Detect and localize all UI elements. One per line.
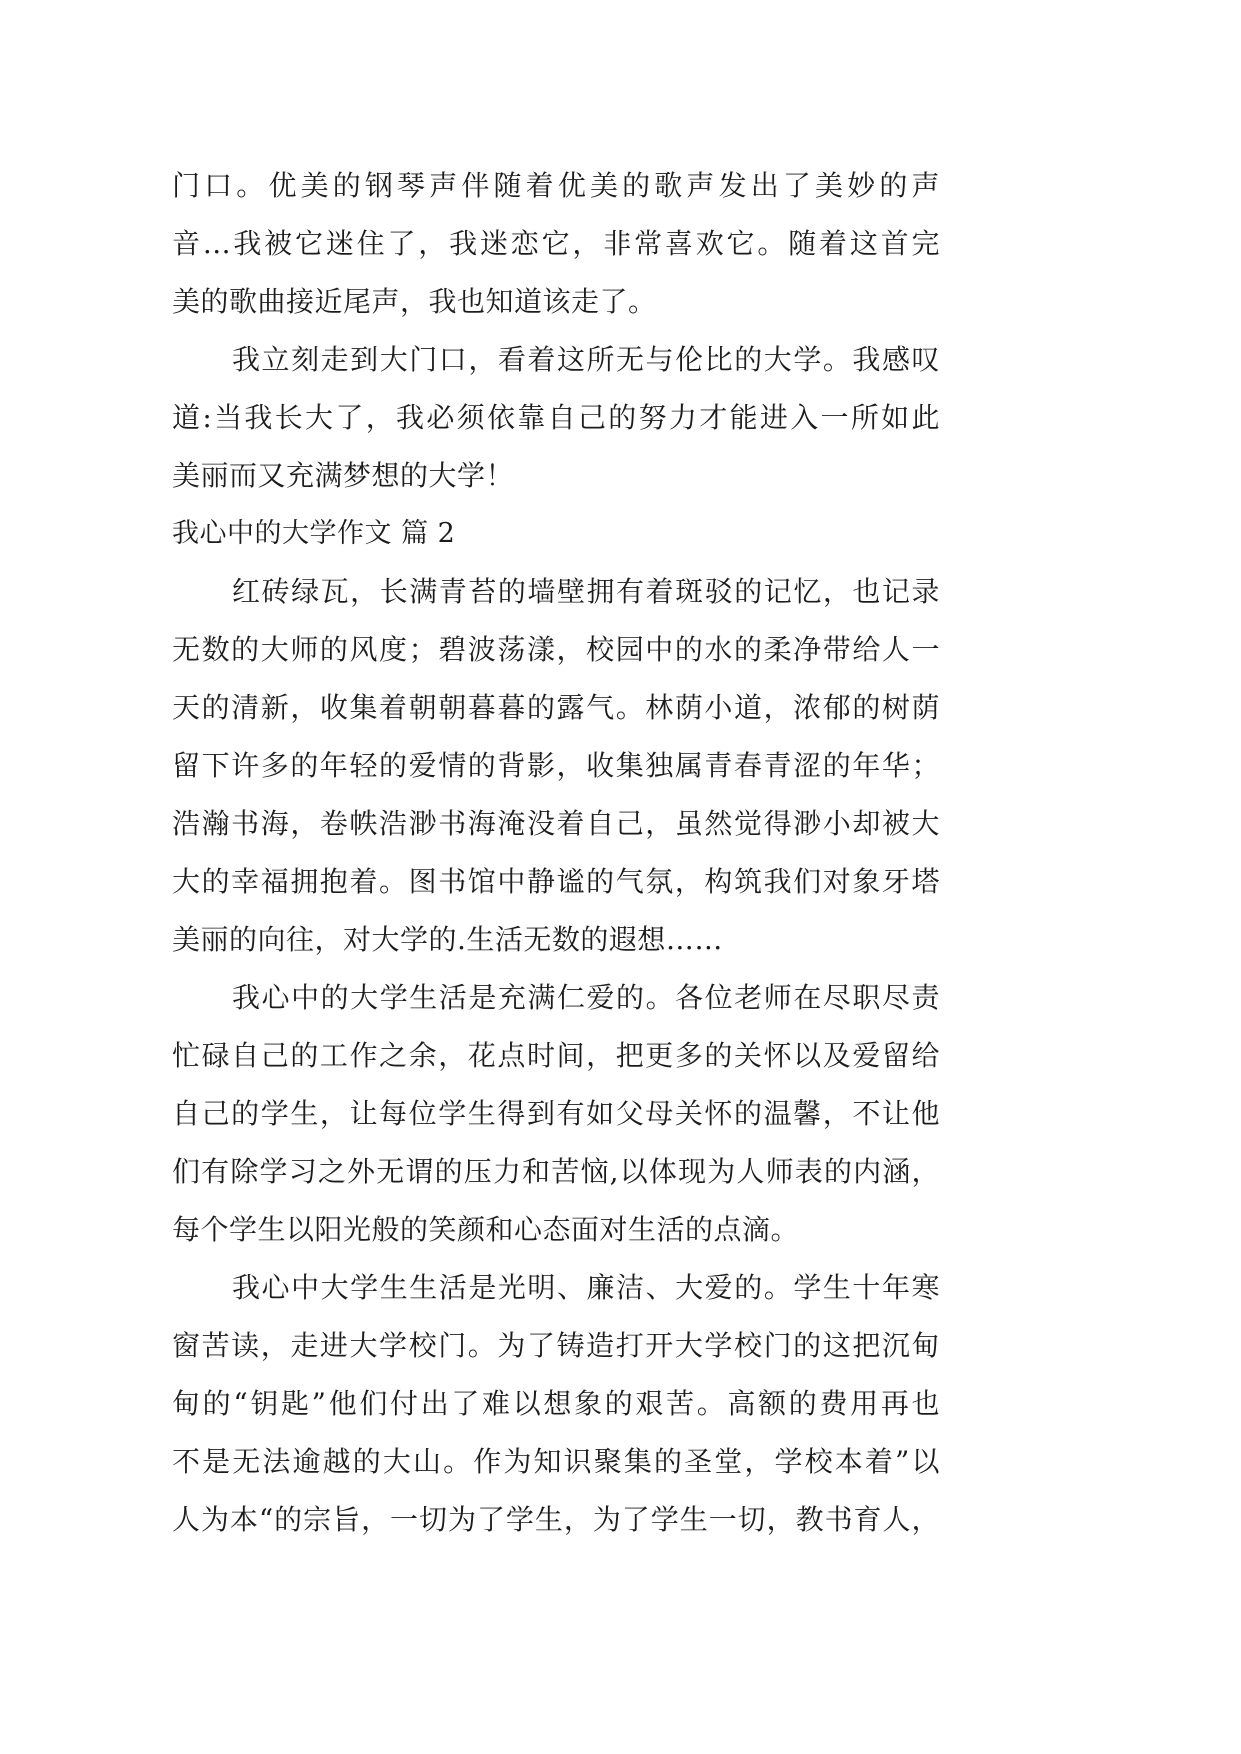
paragraph bbox=[172, 1259, 940, 1549]
paragraph-line: 美的歌曲接近尾声，我也知道该走了。 bbox=[172, 285, 657, 318]
paragraph-line: 窗苦读，走进大学校门。为了铸造打开大学校门的这把沉甸 bbox=[172, 1329, 940, 1362]
paragraph-line: 浩瀚书海，卷帙浩渺书海淹没着自己，虽然觉得渺小却被大 bbox=[172, 807, 940, 840]
section bbox=[172, 505, 940, 563]
paragraph-line: 自己的学生，让每位学生得到有如父母关怀的温馨，不让他 bbox=[172, 1097, 940, 1130]
paragraph-line: 我心中大学生生活是光明、廉洁、大爱的。学生十年寒 bbox=[232, 1271, 940, 1304]
document-page bbox=[172, 157, 940, 1549]
paragraph-line: 人为本“的宗旨，一切为了学生，为了学生一切，教书育人， bbox=[172, 1503, 940, 1536]
section-heading: 我心中的大学作文 篇 2 bbox=[172, 518, 456, 549]
paragraph-line: 大的幸福拥抱着。图书馆中静谧的气氛，构筑我们对象牙塔 bbox=[172, 865, 940, 898]
paragraph-line: 音...我被它迷住了，我迷恋它，非常喜欢它。随着这首完 bbox=[172, 227, 940, 260]
paragraph-line: 不是无法逾越的大山。作为知识聚集的圣堂，学校本着”以 bbox=[172, 1445, 940, 1478]
paragraph bbox=[172, 969, 940, 1259]
paragraph bbox=[172, 157, 940, 331]
paragraph-line: 我立刻走到大门口，看着这所无与伦比的大学。我感叹 bbox=[232, 343, 940, 376]
paragraph-line: 每个学生以阳光般的笑颜和心态面对生活的点滴。 bbox=[172, 1213, 800, 1246]
paragraph-line: 甸的“钥匙”他们付出了难以想象的艰苦。高额的费用再也 bbox=[172, 1387, 940, 1420]
paragraph-line: 无数的大师的风度；碧波荡漾，校园中的水的柔净带给人一 bbox=[172, 633, 940, 666]
paragraph-line: 我心中的大学生活是充满仁爱的。各位老师在尽职尽责 bbox=[232, 981, 940, 1014]
paragraph-line: 天的清新，收集着朝朝暮暮的露气。林荫小道，浓郁的树荫 bbox=[172, 691, 940, 724]
paragraph-line: 美丽的向往，对大学的.生活无数的遐想…… bbox=[172, 923, 723, 956]
paragraph bbox=[172, 563, 940, 969]
paragraph-line: 忙碌自己的工作之余，花点时间，把更多的关怀以及爱留给 bbox=[172, 1039, 940, 1072]
paragraph-line: 道:当我长大了，我必须依靠自己的努力才能进入一所如此 bbox=[172, 401, 940, 434]
paragraph-line: 们有除学习之外无谓的压力和苦恼,以体现为人师表的内涵， bbox=[172, 1155, 940, 1188]
paragraph-line: 红砖绿瓦，长满青苔的墙壁拥有着斑驳的记忆，也记录 bbox=[232, 575, 940, 608]
paragraph-line: 门口。优美的钢琴声伴随着优美的歌声发出了美妙的声 bbox=[172, 169, 940, 202]
paragraph-line: 美丽而又充满梦想的大学！ bbox=[172, 459, 515, 492]
paragraph bbox=[172, 331, 940, 505]
paragraph-line: 留下许多的年轻的爱情的背影，收集独属青春青涩的年华； bbox=[172, 749, 940, 782]
